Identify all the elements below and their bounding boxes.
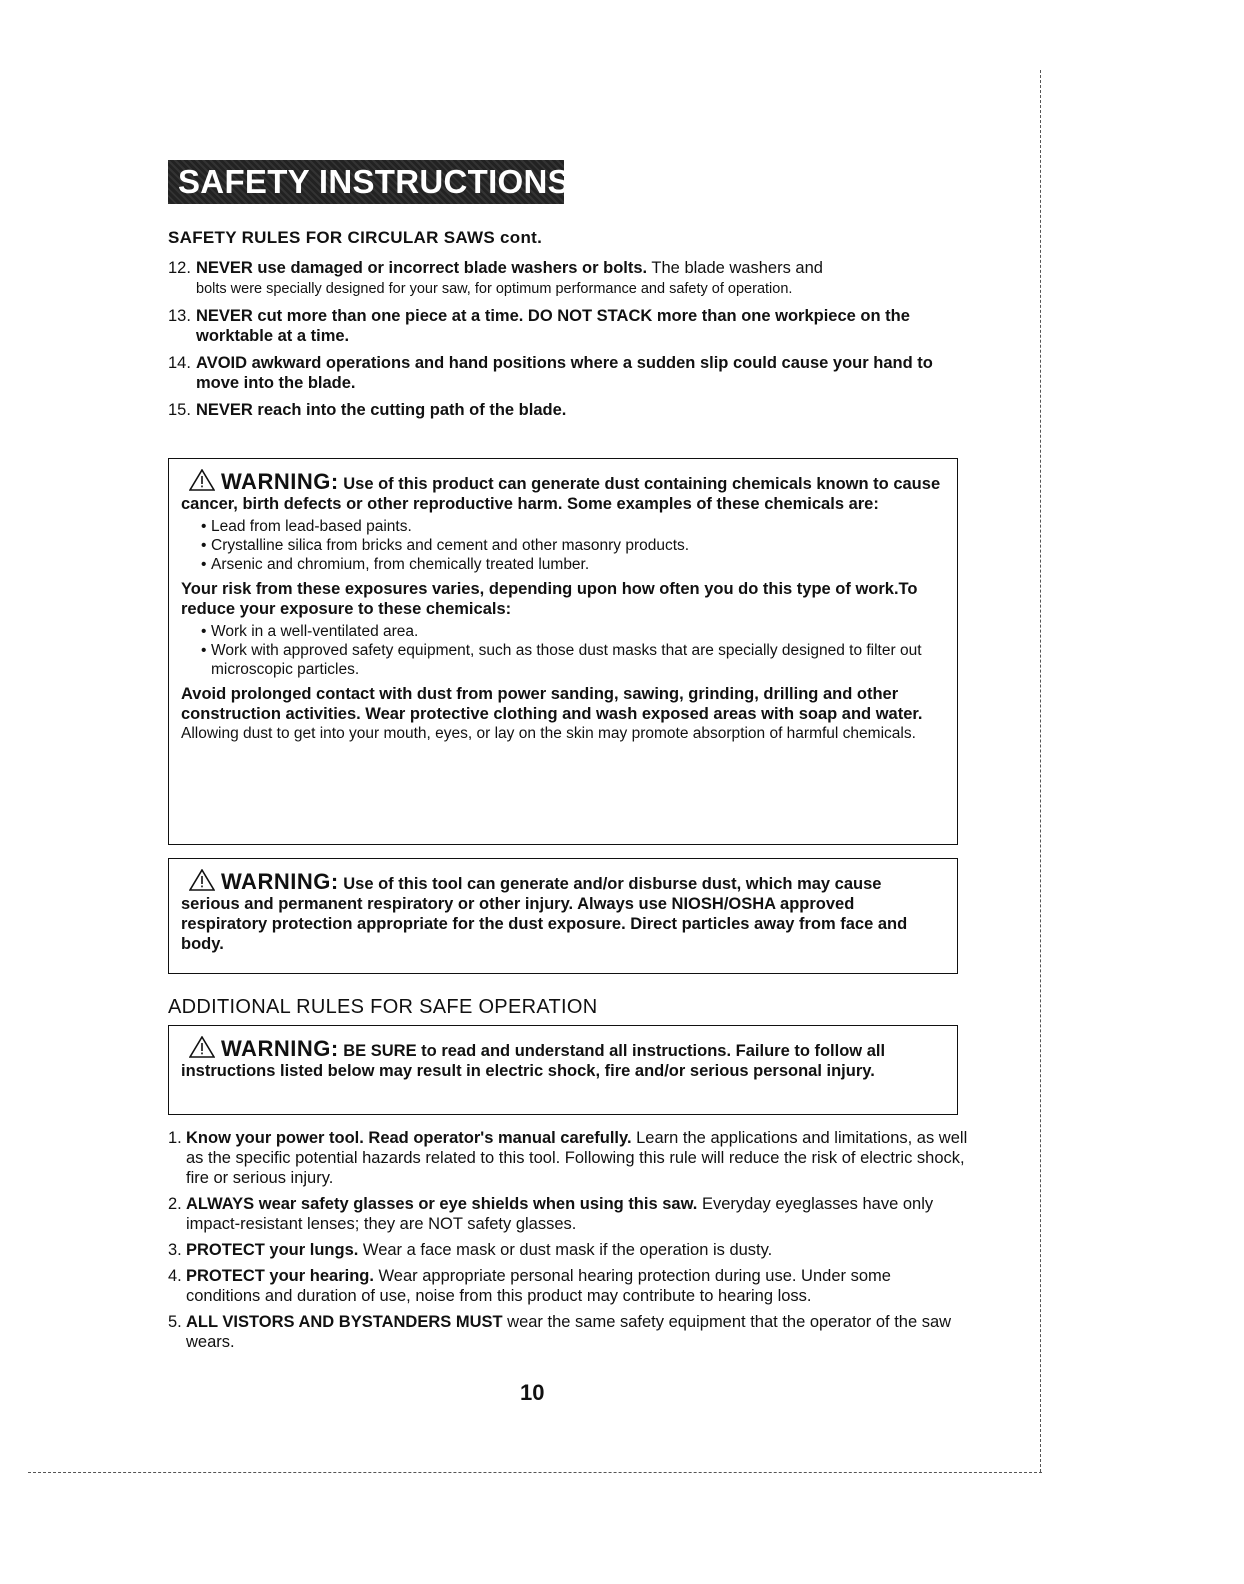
warning-lead <box>181 469 941 514</box>
rule-number: 3. <box>168 1241 182 1259</box>
list-item: • Arsenic and chromium, from chemically treated lumber. <box>201 555 941 574</box>
exposure-risk-text: Your risk from these exposures varies, depending upon how often you do this type of work.To reduce your exposure to these chemicals: <box>181 580 918 618</box>
rule-item <box>168 306 968 346</box>
additional-rules-heading: ADDITIONAL RULES FOR SAFE OPERATION <box>168 996 598 1018</box>
list-item: • Crystalline silica from bricks and cement and other masonry products. <box>201 536 941 555</box>
warning-lead-text: Use of this tool can generate and/or disburse dust, which may cause serious and permanent respiratory or other injury. Always use NIOSH/OSHA approved respiratory protection appropriate for the dust exposure. Direct particles away from face and body. <box>181 875 908 953</box>
rule-bold: PROTECT your lungs. <box>186 1241 359 1259</box>
rule-bold: NEVER reach into the cutting path of the blade. <box>196 401 567 419</box>
warning-lead-text: Use of this product can generate dust containing chemicals known to cause cancer, birth defects or other reproductive harm. Some examples of these chemicals are: <box>181 475 941 513</box>
rule-item <box>168 353 968 393</box>
rule-text: Wear a face mask or dust mask if the operation is dusty. <box>358 1241 773 1259</box>
list-item: • Lead from lead-based paints. <box>201 517 941 536</box>
chemical-examples-list <box>201 517 941 574</box>
rule-item <box>168 258 968 299</box>
warning-box-dust <box>168 858 958 974</box>
warning-triangle-icon <box>189 1036 215 1058</box>
section-banner: SAFETY INSTRUCTIONS cont. <box>168 160 564 204</box>
circular-saws-heading: SAFETY RULES FOR CIRCULAR SAWS cont. <box>168 228 543 247</box>
rule-item <box>168 1240 968 1260</box>
rule-number: 2. <box>168 1195 182 1213</box>
rule-item <box>168 1312 968 1352</box>
crop-mark-right <box>1040 70 1041 1472</box>
warning-triangle-icon <box>189 469 215 491</box>
warning-label: WARNING: <box>221 1036 339 1061</box>
rule-item <box>168 1266 968 1306</box>
exposure-reduction-list <box>201 622 941 679</box>
warning-triangle-icon <box>189 869 215 891</box>
warning-lead <box>181 1036 941 1081</box>
rule-bold: AVOID awkward operations and hand positions where a sudden slip could cause your hand to move into the blade. <box>196 354 933 392</box>
rule-item <box>168 1194 968 1234</box>
additional-rules-list <box>168 1128 968 1358</box>
warning-box-instructions <box>168 1025 958 1115</box>
rule-text: Wear appropriate personal hearing protection during use. Under some conditions and duration of use, noise from this product may contribute to hearing loss. <box>186 1267 891 1305</box>
absorption-text: Allowing dust to get into your mouth, eyes, or lay on the skin may promote absorption of harmful chemicals. <box>181 725 916 742</box>
list-item: • Work in a well-ventilated area. <box>201 622 941 641</box>
rule-number: 15. <box>168 401 191 419</box>
page-number: 10 <box>520 1380 545 1405</box>
rule-number: 1. <box>168 1129 182 1147</box>
warning-lead <box>181 869 941 954</box>
crop-mark-bottom <box>28 1472 1042 1473</box>
list-item: • Work with approved safety equipment, such as those dust masks that are specially designed to filter out microscopic particles. <box>201 641 941 679</box>
rule-number: 12. <box>168 259 191 277</box>
rule-bold: ALWAYS wear safety glasses or eye shields when using this saw. <box>186 1195 698 1213</box>
warning-box-chemicals <box>168 458 958 845</box>
rule-text: wear the same safety equipment that the operator of the saw wears. <box>186 1313 952 1351</box>
rule-text: Everyday eyeglasses have only impact-resistant lenses; they are NOT safety glasses. <box>186 1195 934 1233</box>
rule-text: Learn the applications and limitations, as well as the specific potential hazards related to this tool. Following this rule will reduce the risk of electric shock, fire or serious injury. <box>186 1129 968 1187</box>
rule-item <box>168 1128 968 1188</box>
warning-label: WARNING: <box>221 469 339 494</box>
rule-number: 13. <box>168 307 191 325</box>
rule-bold: PROTECT your hearing. <box>186 1267 374 1285</box>
rule-item <box>168 400 968 420</box>
rule-bold: Know your power tool. Read operator's manual carefully. <box>186 1129 632 1147</box>
warning-lead-text: BE SURE to read and understand all instructions. Failure to follow all instructions listed below may result in electric shock, fire and/or serious personal injury. <box>181 1042 886 1080</box>
rule-bold: NEVER cut more than one piece at a time. DO NOT STACK more than one workpiece on the worktable at a time. <box>196 307 910 345</box>
rule-small-text: bolts were specially designed for your saw, for optimum performance and safety of operation. <box>196 281 793 297</box>
warning-label: WARNING: <box>221 869 339 894</box>
rule-number: 5. <box>168 1313 182 1331</box>
rule-text: The blade washers and <box>647 259 823 277</box>
circular-saw-rules <box>168 258 968 427</box>
rule-bold: NEVER use damaged or incorrect blade washers or bolts. <box>196 259 648 277</box>
avoid-contact-text: Avoid prolonged contact with dust from power sanding, sawing, grinding, drilling and other construction activities. Wear protective clothing and wash exposed areas with soap and water. <box>181 685 923 723</box>
rule-number: 4. <box>168 1267 182 1285</box>
rule-bold: ALL VISTORS AND BYSTANDERS MUST <box>186 1313 503 1331</box>
rule-number: 14. <box>168 354 191 372</box>
